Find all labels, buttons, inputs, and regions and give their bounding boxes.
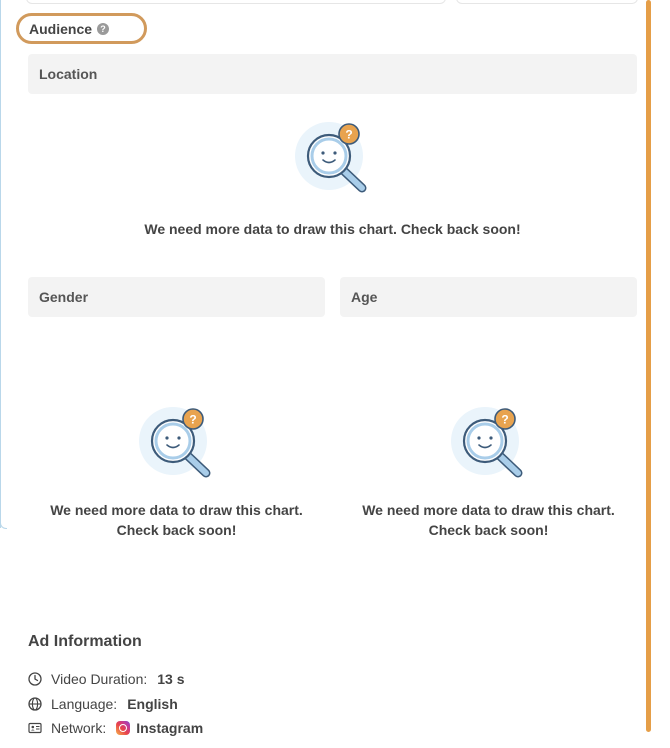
age-empty-message-line1: We need more data to draw this chart. [362,502,615,518]
globe-icon [28,697,42,711]
location-card-header [28,54,637,94]
age-card-header [340,277,637,317]
video-duration-label: Video Duration: [51,671,148,687]
video-duration-row [28,669,185,689]
top-field-edge [26,0,446,4]
audience-title-label: Audience [29,20,93,37]
language-row [28,694,178,714]
gender-header-label: Gender [39,289,89,305]
scrollbar-thumb[interactable] [646,0,651,732]
video-duration-value: 13 s [157,671,185,687]
audience-section-title [16,13,147,44]
location-empty-message: We need more data to draw this chart. Check back soon! [144,221,521,237]
id-card-icon [28,721,42,735]
network-value: Instagram [136,720,204,736]
ad-information-title: Ad Information [28,633,142,650]
no-data-magnifier-icon [138,403,218,483]
no-data-magnifier-icon [450,403,530,483]
help-icon[interactable]: ? [97,23,109,35]
instagram-icon [116,721,130,735]
age-empty-message-line2: Check back soon! [428,522,549,538]
top-field-edge-secondary [456,0,638,4]
location-header-label: Location [39,66,98,82]
language-label: Language: [51,696,118,712]
svg-text:?: ? [189,412,197,427]
no-data-magnifier-icon [294,118,374,198]
svg-text:?: ? [345,127,353,142]
language-value: English [127,696,178,712]
gender-card-header [28,277,325,317]
age-empty-message [340,500,637,540]
network-row [28,718,203,738]
age-header-label: Age [351,289,378,305]
gender-empty-message-line1: We need more data to draw this chart. [50,502,303,518]
panel-left-border [0,0,1,528]
clock-icon [28,672,42,686]
svg-text:?: ? [501,412,509,427]
panel-left-border-corner [0,520,7,529]
gender-empty-message-line2: Check back soon! [116,522,237,538]
gender-empty-message [28,500,325,540]
network-label: Network: [51,720,107,736]
